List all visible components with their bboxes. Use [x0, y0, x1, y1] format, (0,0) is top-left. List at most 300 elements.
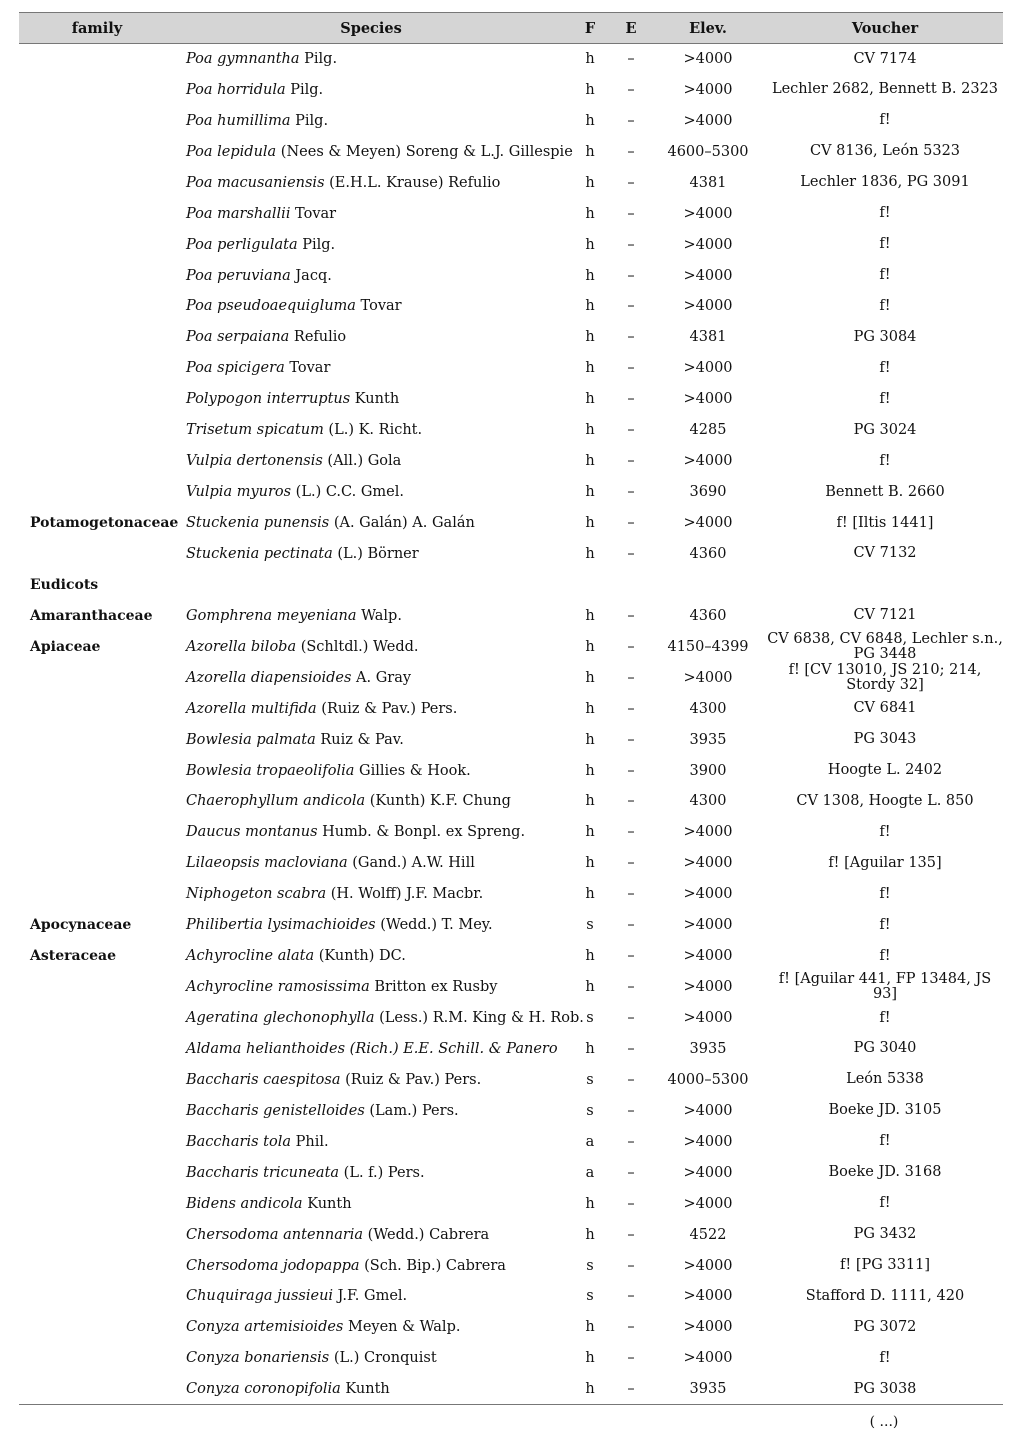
- table-row: [19, 74, 1003, 105]
- endemism-cell: –: [627, 917, 635, 934]
- voucher-cell: f!: [879, 916, 891, 933]
- family-cell: [19, 229, 175, 260]
- species-cell: [175, 1003, 584, 1034]
- species-authority: (A. Galán) A. Galán: [329, 515, 475, 532]
- voucher-cell: PG 3024: [853, 421, 917, 438]
- species-cell: [175, 1064, 567, 1095]
- elevation-cell: 4381: [689, 329, 727, 346]
- species-binomial: Conyza artemisioides: [186, 1319, 344, 1336]
- voucher-cell: CV 7132: [853, 545, 917, 562]
- life-form-cell: h: [585, 886, 595, 903]
- elevation-cell: 4300: [689, 793, 727, 810]
- species-binomial: Lilaeopsis macloviana: [186, 855, 348, 872]
- species-cell: [175, 446, 567, 477]
- species-cell: [175, 1034, 567, 1065]
- species-binomial: Chuquiraga jussieui: [186, 1288, 334, 1305]
- species-cell: [175, 1095, 567, 1126]
- elevation-cell: >4000: [683, 855, 733, 872]
- life-form-cell: h: [585, 824, 595, 841]
- endemism-cell: –: [627, 515, 635, 532]
- elevation-cell: >4000: [683, 917, 733, 934]
- species-binomial: Bidens andicola: [186, 1195, 303, 1212]
- elevation-cell: 4285: [689, 422, 727, 439]
- species-binomial: Stuckenia pectinata: [186, 545, 333, 562]
- table-row: [19, 662, 1003, 693]
- species-authority: (Wedd.) T. Mey.: [375, 917, 493, 934]
- species-authority: Kunth: [340, 1381, 390, 1398]
- life-form-cell: h: [585, 979, 595, 996]
- endemism-cell: –: [627, 669, 635, 686]
- species-binomial: Baccharis genistelloides: [186, 1102, 365, 1119]
- endemism-cell: –: [627, 638, 635, 655]
- endemism-cell: –: [627, 205, 635, 222]
- endemism-cell: –: [627, 484, 635, 501]
- species-cell: [175, 972, 567, 1003]
- species-binomial: Poa pseudoaequigluma: [186, 298, 356, 315]
- endemism-cell: –: [627, 112, 635, 129]
- life-form-cell: s: [586, 1257, 594, 1274]
- family-cell: [19, 1374, 175, 1405]
- elevation-cell: 4150–4399: [667, 638, 749, 655]
- species-binomial: Poa marshallii: [186, 205, 291, 222]
- voucher-cell: f!: [879, 390, 891, 407]
- species-authority: Britton ex Rusby: [369, 979, 498, 996]
- elevation-cell: >4000: [683, 1257, 733, 1274]
- family-cell: Eudicots: [30, 576, 99, 593]
- table-row: [19, 477, 1003, 508]
- species-authority: (All.) Gola: [322, 453, 402, 470]
- endemism-cell: –: [627, 1010, 635, 1027]
- endemism-cell: –: [627, 1195, 635, 1212]
- species-cell: [175, 724, 567, 755]
- elevation-cell: >4000: [683, 886, 733, 903]
- elevation-cell: >4000: [683, 1164, 733, 1181]
- header-voucher: Voucher: [767, 13, 1003, 44]
- elevation-cell: 4381: [689, 174, 727, 191]
- species-authority: (Nees & Meyen) Soreng & L.J. Gillespie: [276, 143, 573, 160]
- table-row: [19, 44, 1003, 75]
- header-elev: Elev.: [649, 13, 767, 44]
- endemism-cell: –: [627, 979, 635, 996]
- table-row: [19, 693, 1003, 724]
- species-binomial: Poa horridula: [186, 81, 286, 98]
- life-form-cell: h: [585, 948, 595, 965]
- life-form-cell: s: [586, 1288, 594, 1305]
- life-form-cell: h: [567, 1374, 613, 1405]
- endemism-cell: –: [627, 855, 635, 872]
- table-row: [19, 786, 1003, 817]
- family-cell: [19, 1034, 175, 1065]
- voucher-cell: CV 8136, León 5323: [809, 143, 961, 160]
- elevation-cell: >4000: [683, 1102, 733, 1119]
- life-form-cell: h: [585, 731, 595, 748]
- life-form-cell: a: [585, 1164, 595, 1181]
- endemism-cell: [613, 569, 649, 600]
- table-row: [19, 291, 1003, 322]
- species-authority: (Kunth) DC.: [314, 948, 406, 965]
- endemism-cell: –: [627, 1350, 635, 1367]
- table-row: [19, 1157, 1003, 1188]
- table-row: [19, 1374, 1003, 1405]
- species-binomial: Chersodoma antennaria: [186, 1226, 364, 1243]
- species-authority: (L.) Börner: [332, 545, 419, 562]
- family-cell: Apocynaceae: [30, 917, 132, 934]
- table-row: [19, 1095, 1003, 1126]
- family-cell: [19, 539, 175, 570]
- table-row: [19, 198, 1003, 229]
- species-cell: [175, 322, 567, 353]
- endemism-cell: –: [627, 267, 635, 284]
- endemism-cell: –: [627, 1164, 635, 1181]
- family-cell: [19, 198, 175, 229]
- table-row: [19, 755, 1003, 786]
- life-form-cell: h: [585, 236, 595, 253]
- table-row: [19, 384, 1003, 415]
- species-binomial: Baccharis tola: [186, 1133, 291, 1150]
- species-cell: [175, 415, 567, 446]
- elevation-cell: >4000: [683, 824, 733, 841]
- species-authority: (H. Wolff) J.F. Macbr.: [326, 886, 484, 903]
- species-authority: (Ruiz & Pav.) Pers.: [340, 1071, 482, 1088]
- table-row: [19, 569, 1003, 600]
- table-row: [19, 724, 1003, 755]
- family-cell: [19, 1095, 175, 1126]
- species-authority: Kunth: [350, 391, 400, 408]
- voucher-cell: f!: [879, 1349, 891, 1366]
- species-cell: [175, 1343, 567, 1374]
- family-cell: [19, 291, 175, 322]
- species-authority: (Gand.) A.W. Hill: [347, 855, 475, 872]
- species-authority: Tovar: [355, 298, 402, 315]
- elevation-cell: 4600–5300: [667, 143, 749, 160]
- voucher-cell: Stafford D. 1111, 420: [805, 1287, 965, 1304]
- elevation-cell: 3690: [689, 484, 727, 501]
- species-authority: Ruiz & Pav.: [315, 731, 404, 748]
- family-cell: [19, 817, 175, 848]
- life-form-cell: h: [585, 1040, 595, 1057]
- voucher-cell: CV 7121: [853, 607, 917, 624]
- endemism-cell: –: [627, 81, 635, 98]
- species-binomial: Bowlesia palmata: [186, 731, 316, 748]
- elevation-cell: >4000: [683, 112, 733, 129]
- voucher-cell: f!: [879, 205, 891, 222]
- species-authority: Pilg.: [299, 51, 338, 68]
- endemism-cell: –: [627, 607, 635, 624]
- voucher-cell: f! [PG 3311]: [840, 1257, 930, 1274]
- table-row: [19, 1064, 1003, 1095]
- family-cell: [19, 167, 175, 198]
- elevation-cell: 4522: [689, 1226, 727, 1243]
- endemism-cell: –: [627, 1257, 635, 1274]
- species-binomial: Baccharis tricuneata: [186, 1164, 340, 1181]
- endemism-cell: –: [627, 700, 635, 717]
- family-cell: [19, 1157, 175, 1188]
- endemism-cell: –: [627, 298, 635, 315]
- family-cell: [19, 1250, 175, 1281]
- endemism-cell: –: [627, 886, 635, 903]
- life-form-cell: h: [585, 762, 595, 779]
- species-authority: (E.H.L. Krause) Refulio: [324, 174, 501, 191]
- voucher-cell: Lechler 1836, PG 3091: [800, 174, 970, 191]
- elevation-cell: >4000: [683, 453, 733, 470]
- life-form-cell: h: [585, 515, 595, 532]
- endemism-cell: –: [613, 1374, 649, 1405]
- species-binomial: Philibertia lysimachioides: [186, 917, 376, 934]
- species-binomial: Poa serpaiana: [186, 329, 290, 346]
- species-authority: Gillies & Hook.: [354, 762, 471, 779]
- species-binomial: Niphogeton scabra: [186, 886, 327, 903]
- elevation-cell: 4000–5300: [667, 1071, 749, 1088]
- life-form-cell: h: [585, 391, 595, 408]
- elevation-cell: 3900: [689, 762, 727, 779]
- species-authority: (Ruiz & Pav.) Pers.: [316, 700, 458, 717]
- endemism-cell: –: [627, 360, 635, 377]
- species-authority: Phil.: [290, 1133, 329, 1150]
- species-table: [19, 12, 1003, 1405]
- species-cell: [175, 384, 567, 415]
- elevation-cell: >4000: [683, 1319, 733, 1336]
- continuation-note: ( ...): [869, 1414, 899, 1430]
- table-row: [19, 539, 1003, 570]
- life-form-cell: h: [585, 329, 595, 346]
- voucher-cell: f!: [879, 112, 891, 129]
- voucher-cell: f!: [879, 452, 891, 469]
- header-family: family: [19, 13, 175, 44]
- voucher-cell: f!: [879, 1009, 891, 1026]
- species-authority: (L.) K. Richt.: [323, 422, 423, 439]
- life-form-cell: h: [585, 205, 595, 222]
- species-binomial: Trisetum spicatum: [186, 422, 324, 439]
- species-binomial: Bowlesia tropaeolifolia: [186, 762, 355, 779]
- species-binomial: Azorella diapensioides: [186, 669, 352, 686]
- header-e: E: [613, 13, 649, 44]
- table-row: [19, 1281, 1003, 1312]
- species-authority: (Schltdl.) Wedd.: [296, 638, 419, 655]
- voucher-cell: CV 1308, Hoogte L. 850: [796, 792, 974, 809]
- family-cell: [19, 136, 175, 167]
- family-cell: Asteraceae: [30, 948, 116, 965]
- voucher-cell: Boeke JD. 3168: [828, 1164, 942, 1181]
- species-cell: [175, 755, 567, 786]
- endemism-cell: –: [627, 236, 635, 253]
- life-form-cell: s: [586, 1071, 594, 1088]
- table-row: [19, 600, 1003, 631]
- table-row: [19, 322, 1003, 353]
- species-cell: [175, 105, 567, 136]
- voucher-cell: Boeke JD. 3105: [828, 1102, 942, 1119]
- species-cell: [175, 1157, 567, 1188]
- elevation-cell: >4000: [683, 1288, 733, 1305]
- endemism-cell: –: [627, 329, 635, 346]
- voucher-cell: f!: [879, 947, 891, 964]
- species-cell: [175, 662, 567, 693]
- species-binomial: Vulpia myuros: [186, 484, 292, 501]
- voucher-cell: Bennett B. 2660: [825, 483, 945, 500]
- life-form-cell: h: [585, 700, 595, 717]
- elevation-cell: >4000: [683, 236, 733, 253]
- family-cell: Potamogetonaceae: [30, 515, 179, 532]
- voucher-cell: CV 6841: [853, 700, 917, 717]
- life-form-cell: h: [585, 422, 595, 439]
- species-binomial: Azorella multifida: [186, 700, 317, 717]
- family-cell: [19, 972, 175, 1003]
- elevation-cell: >4000: [683, 1010, 733, 1027]
- elevation-cell: 4360: [689, 545, 727, 562]
- species-cell: [175, 508, 567, 539]
- table-row: [19, 910, 1003, 941]
- table-row: [19, 1034, 1003, 1065]
- voucher-cell: PG 3043: [853, 731, 917, 748]
- life-form-cell: h: [585, 298, 595, 315]
- life-form-cell: [567, 569, 613, 600]
- family-cell: [19, 446, 175, 477]
- family-cell: [19, 1003, 175, 1034]
- species-authority: Pilg.: [290, 112, 329, 129]
- elevation-cell: 3935: [689, 731, 727, 748]
- species-cell: [175, 198, 567, 229]
- species-authority: Pilg.: [297, 236, 336, 253]
- elevation-cell: >4000: [683, 979, 733, 996]
- life-form-cell: h: [585, 1350, 595, 1367]
- voucher-cell: PG 3432: [853, 1226, 917, 1243]
- species-binomial: Chaerophyllum andicola: [186, 793, 366, 810]
- table-body: [19, 44, 1003, 1405]
- endemism-cell: –: [627, 422, 635, 439]
- species-authority: J.F. Gmel.: [333, 1288, 408, 1305]
- species-binomial: Poa gymnantha: [186, 51, 300, 68]
- species-authority: Refulio: [289, 329, 347, 346]
- species-authority: (L.) C.C. Gmel.: [291, 484, 404, 501]
- voucher-cell: León 5338: [846, 1071, 924, 1088]
- endemism-cell: –: [627, 143, 635, 160]
- species-cell: [175, 693, 567, 724]
- life-form-cell: h: [585, 855, 595, 872]
- species-cell: [175, 539, 567, 570]
- endemism-cell: –: [627, 51, 635, 68]
- species-authority: Tovar: [284, 360, 331, 377]
- life-form-cell: h: [585, 793, 595, 810]
- elevation-cell: >4000: [683, 669, 733, 686]
- elevation-cell: 3935: [649, 1374, 767, 1405]
- endemism-cell: –: [627, 1288, 635, 1305]
- endemism-cell: –: [627, 948, 635, 965]
- voucher-cell: f! [Iltis 1441]: [836, 514, 934, 531]
- voucher-cell: f! [CV 13010, JS 210; 214, Stordy 32]: [788, 661, 982, 693]
- header-species: Species: [175, 13, 567, 44]
- life-form-cell: a: [585, 1133, 595, 1150]
- species-binomial: Stuckenia punensis: [186, 515, 330, 532]
- family-cell: [19, 848, 175, 879]
- voucher-cell: f!: [879, 1133, 891, 1150]
- table-row: [19, 1003, 1003, 1034]
- species-authority: (Lam.) Pers.: [364, 1102, 459, 1119]
- table-row: [19, 1219, 1003, 1250]
- voucher-cell: PG 3038: [767, 1374, 1003, 1405]
- species-binomial: Poa peruviana: [186, 267, 291, 284]
- table-row: [19, 446, 1003, 477]
- voucher-cell: PG 3084: [853, 328, 917, 345]
- species-authority: Humb. & Bonpl. ex Spreng.: [317, 824, 526, 841]
- species-cell: [175, 167, 567, 198]
- endemism-cell: –: [627, 1133, 635, 1150]
- elevation-cell: 4300: [689, 700, 727, 717]
- elevation-cell: >4000: [683, 205, 733, 222]
- voucher-cell: f!: [879, 885, 891, 902]
- voucher-cell: f! [Aguilar 135]: [828, 854, 942, 871]
- species-cell: [175, 74, 567, 105]
- family-cell: [19, 879, 175, 910]
- table-row: [19, 415, 1003, 446]
- species-authority: (Wedd.) Cabrera: [363, 1226, 490, 1243]
- family-cell: Apiaceae: [30, 638, 101, 655]
- life-form-cell: h: [585, 484, 595, 501]
- species-binomial: Ageratina glechonophylla: [186, 1010, 375, 1027]
- table-row: [19, 260, 1003, 291]
- table-row: [19, 167, 1003, 198]
- family-cell: [19, 724, 175, 755]
- species-binomial: Baccharis caespitosa: [186, 1071, 341, 1088]
- species-cell: [175, 291, 567, 322]
- species-cell: [175, 477, 567, 508]
- species-cell: [175, 817, 567, 848]
- species-cell: [175, 631, 567, 662]
- elevation-cell: [649, 569, 767, 600]
- table-row: [19, 1126, 1003, 1157]
- voucher-cell: CV 6838, CV 6848, Lechler s.n., PG 3448: [767, 630, 1003, 662]
- family-cell: [19, 322, 175, 353]
- life-form-cell: h: [585, 1319, 595, 1336]
- species-authority: (L.) Cronquist: [329, 1350, 437, 1367]
- family-cell: [19, 105, 175, 136]
- life-form-cell: h: [585, 453, 595, 470]
- species-cell: [175, 136, 573, 167]
- species-cell: [175, 1312, 567, 1343]
- table-row: [19, 972, 1003, 1003]
- voucher-cell: [767, 569, 1003, 600]
- voucher-cell: CV 7174: [853, 50, 917, 67]
- life-form-cell: s: [586, 1102, 594, 1119]
- endemism-cell: –: [627, 731, 635, 748]
- endemism-cell: –: [627, 1226, 635, 1243]
- voucher-cell: f!: [879, 823, 891, 840]
- voucher-cell: f!: [879, 1195, 891, 1212]
- family-cell: [19, 693, 175, 724]
- table-row: [19, 1343, 1003, 1374]
- species-cell: [175, 260, 567, 291]
- species-cell: [175, 910, 567, 941]
- table-row: [19, 1312, 1003, 1343]
- table-row: [19, 1188, 1003, 1219]
- family-cell: [19, 415, 175, 446]
- table-row: [19, 105, 1003, 136]
- table-row: [19, 817, 1003, 848]
- life-form-cell: h: [585, 638, 595, 655]
- header-f: F: [567, 13, 613, 44]
- table-header: [19, 13, 1003, 44]
- endemism-cell: –: [627, 174, 635, 191]
- family-cell: [19, 44, 175, 75]
- endemism-cell: –: [627, 1102, 635, 1119]
- species-cell: [175, 848, 567, 879]
- species-authority: (Kunth) K.F. Chung: [365, 793, 511, 810]
- species-cell: [175, 786, 567, 817]
- species-authority: Tovar: [290, 205, 337, 222]
- table-row: [19, 353, 1003, 384]
- family-cell: [19, 1188, 175, 1219]
- life-form-cell: h: [585, 607, 595, 624]
- species-binomial: Azorella biloba: [186, 638, 297, 655]
- life-form-cell: h: [585, 360, 595, 377]
